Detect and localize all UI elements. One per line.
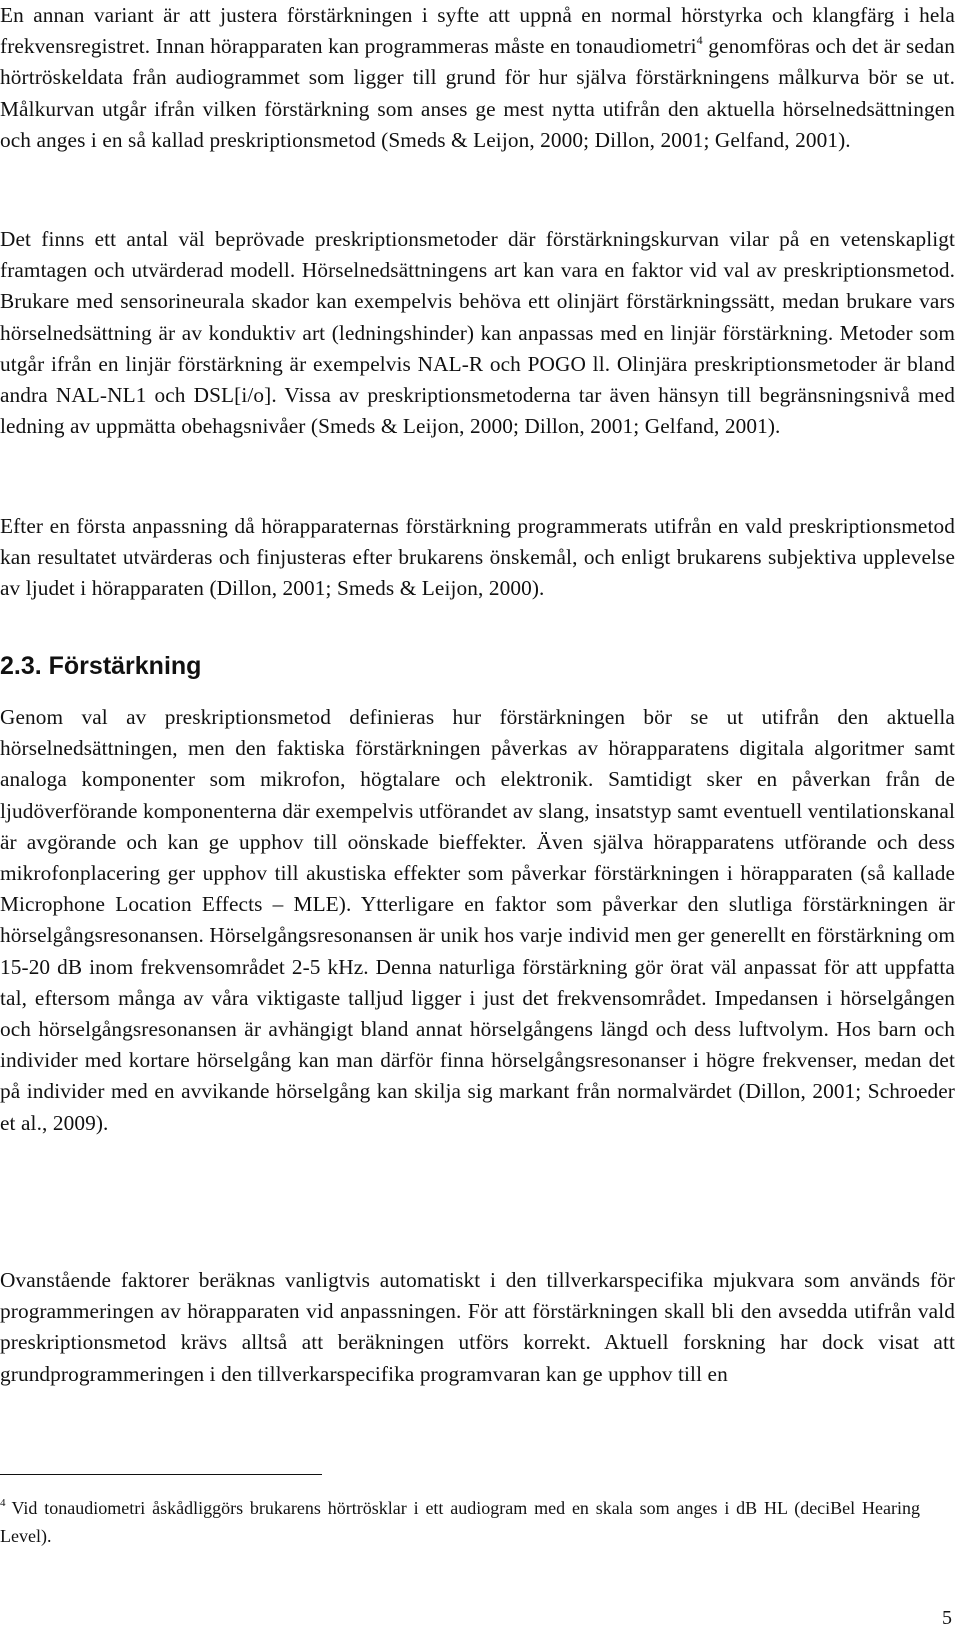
paragraph-prescription-methods: Det finns ett antal väl beprövade preskriptionsmetoder där förstärkningskurvan vilar på en vetenskapligt framtagen och utvärderad modell. Hörselnedsättningens art kan vara en faktor vid val av preskriptionsmetod. Brukare med sensorineurala skador kan exempelvis behöva ett olinjärt förstärkningssätt, medan brukare vars hörselnedsättning är av konduktiv art (ledningshinder) kan anpassas med en linjär förstärkning. Metoder som utgår ifrån en linjär förstärkning är exempelvis NAL-R och POGO ll. Olinjära preskriptionsmetoder är bland andra NAL-NL1 och DSL[i/o]. Vissa av preskriptionsmetoderna tar även hänsyn till begränsningsnivå med ledning av uppmätta obehagsnivåer (Smeds & Leijon, 2000; Dillon, 2001; Gelfand, 2001). [0, 227, 955, 439]
footnote-divider [0, 1474, 322, 1475]
footnote [0, 1494, 920, 1550]
paragraph-calculation: Ovanstående faktorer beräknas vanligtvis automatiskt i den tillverkarspecifika mjukvara som används för programmeringen av hörapparaten vid anpassningen. För att förstärkningen skall bli den avsedda utifrån vald preskriptionsmetod krävs alltså att beräkningen utförs korrekt. Aktuell forskning har dock visat att grundprogrammeringen i den tillverkarspecifika programvaran kan ge upphov till en [0, 1268, 955, 1386]
paragraph-text-before-ref: En annan variant är att justera förstärkningen i syfte att uppnå en normal hörstyrka och klangfärg i hela frekvensregistret. Innan hörapparaten kan programmeras måste en tonaudiometri [0, 3, 955, 59]
footnote-text: Vid tonaudiometri åskådliggörs brukarens hörtrösklar i ett audiogram med en skala som anges i dB HL (deciBel Hearing Level). [0, 1498, 920, 1546]
paragraph-amplification: Genom val av preskriptionsmetod definieras hur förstärkningen bör se ut utifrån den aktuella hörselnedsättningen, men den faktiska förstärkningen påverkas av hörapparatens digitala algoritmer samt analoga komponenter som mikrofon, högtalare och elektronik. Samtidigt sker en påverkan från de ljudöverförande komponenterna där exempelvis utförandet av slang, insatstyp samt eventuell ventilationskanal är avgörande och kan ge upphov till oönskade bieffekter. Även själva hörapparatens utförande och dess mikrofonplacering ger upphov till akustiska effekter som påverkar förstärkningen i hörapparaten (så kallade Microphone Location Effects – MLE). Ytterligare en faktor som påverkar den slutliga förstärkningen är hörselgångsresonansen. Hörselgångsresonansen är unik hos varje individ men ger generellt en förstärkning om 15-20 dB inom frekvensområdet 2-5 kHz. Denna naturliga förstärkning gör örat väl anpassat för att uppfatta tal, eftersom många av våra viktigaste talljud ligger i just det frekvensområdet. Impedansen i hörselgången och hörselgångsresonansen är avhängigt bland annat hörselgångens längd och dess luftvolym. Hos barn och individer med kortare hörselgång kan man därför finna hörselgångsresonanser i högre frekvenser, medan det på individer med en avvikande hörselgång kan skilja sig markant från normalvärdet (Dillon, 2001; Schroeder et al., 2009). [0, 705, 955, 1135]
page-number: 5 [942, 1607, 952, 1629]
paragraph-fitting-variant [0, 0, 955, 156]
footnote-marker: 4 [0, 1497, 6, 1509]
footnote-reference: 4 [696, 33, 703, 48]
section-heading: 2.3. Förstärkning [0, 652, 202, 680]
paragraph-text-after-ref: genomföras och det är sedan hörtröskeldata från audiogrammet som ligger till grund för hur själva förstärkningens målkurva bör se ut. Målkurvan utgår ifrån vilken förstärkning som anses ge mest nytta utifrån den aktuella hörselnedsättningen och anges i en så kallad preskriptionsmetod (Smeds & Leijon, 2000; Dillon, 2001; Gelfand, 2001). [0, 34, 955, 152]
paragraph-fine-tuning: Efter en första anpassning då hörapparaternas förstärkning programmerats utifrån en vald preskriptionsmetod kan resultatet utvärderas och finjusteras efter brukarens önskemål, och enligt brukarens subjektiva upplevelse av ljudet i hörapparaten (Dillon, 2001; Smeds & Leijon, 2000). [0, 514, 955, 601]
